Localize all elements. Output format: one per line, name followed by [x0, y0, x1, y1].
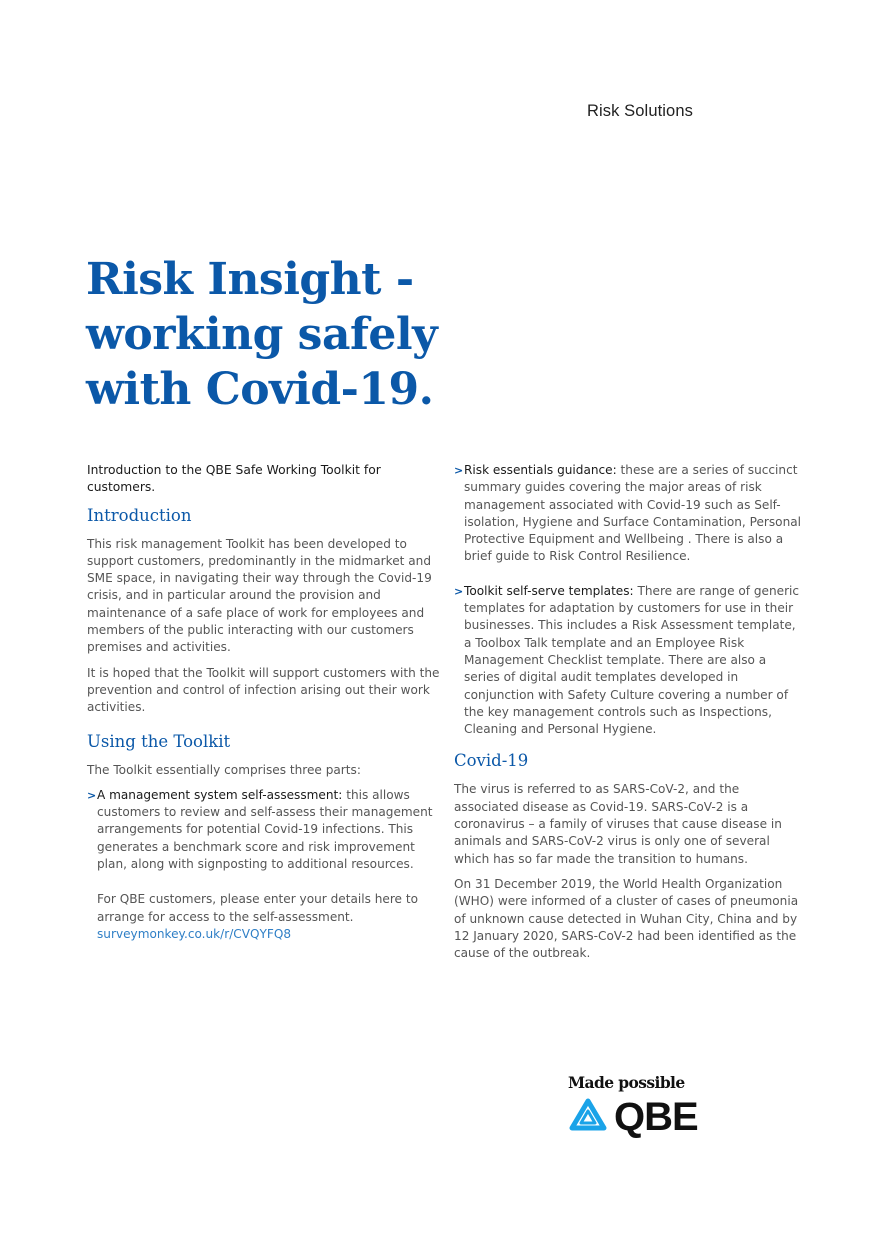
using-toolkit-paragraph: The Toolkit essentially comprises three parts:: [87, 762, 361, 777]
survey-link[interactable]: surveymonkey.co.uk/r/CVQYFQ8: [97, 926, 292, 941]
bullet-text: There are range of generic templates for adaptation by customers for use in their businesses. This includes a Risk Assessment template, a Toolbox Talk template and an Employee Risk Management Checklist template. There are also a series of digital audit templates developed in conjunction with Safety Culture covering a number of the key management controls such as Inspections, Cleaning and Personal Hygiene.: [464, 583, 800, 737]
chevron-right-icon: >: [454, 464, 464, 477]
introduction-heading: Introduction: [87, 505, 192, 525]
logo-brand: QBE: [614, 1095, 698, 1139]
header-label: Risk Solutions: [587, 102, 693, 120]
bullet-text: this allows customers to review and self-assess their management arrangements for potential Covid-19 infections. This generates a benchmark score and risk improvement plan, along with signposting to additional resources.: [97, 787, 433, 872]
bullet-text: these are a series of succinct summary guides covering the major areas of risk management associated with Covid-19 such as Self-isolation, Hygiene and Surface Contamination, Personal Protective Equipment and Wellbeing . There is also a brief guide to Risk Control Resilience.: [464, 463, 802, 564]
risk-essentials-bullet: [454, 462, 804, 566]
logo-tagline: Made possible: [568, 1073, 685, 1092]
access-note: For QBE customers, please enter your details here to arrange for access to the self-assessment.: [97, 892, 418, 924]
left-column: [87, 462, 442, 951]
right-column: [454, 462, 804, 970]
templates-bullet: [454, 583, 804, 739]
bullet-lead: Risk essentials guidance:: [464, 463, 617, 477]
introduction-paragraph-2: It is hoped that the Toolkit will support customers with the prevention and control of infection arising out their work activities.: [87, 665, 440, 715]
using-toolkit-heading: Using the Toolkit: [87, 731, 231, 751]
chevron-right-icon: >: [454, 584, 464, 598]
qbe-triangle-icon: [568, 1097, 608, 1137]
chevron-right-icon: >: [87, 788, 97, 802]
qbe-logo: [568, 1073, 703, 1137]
brand-row: [568, 1097, 703, 1137]
page-title: [86, 252, 437, 417]
covid-heading: Covid-19: [454, 751, 529, 771]
covid-paragraph-2: On 31 December 2019, the World Health Organization (WHO) were informed of a cluster of cases of pneumonia of unknown cause detected in Wuhan City, China and by 12 January 2020, SARS-CoV-2 had been identified as the cause of the outbreak.: [454, 876, 799, 961]
title-line-2: working safely: [86, 309, 438, 360]
covid-paragraph-1: The virus is referred to as SARS-CoV-2, and the associated disease as Covid-19. SARS-CoV-2 is a coronavirus – a family of viruses that cause disease in animals and SARS-CoV-2 virus is only one of several which has so far made the transition to humans.: [454, 782, 782, 866]
title-line-1: Risk Insight -: [86, 254, 414, 305]
title-line-3: with Covid-19.: [86, 364, 434, 415]
bullet-lead: A management system self-assessment:: [97, 787, 343, 802]
introduction-paragraph-1: This risk management Toolkit has been developed to support customers, predominantly in the midmarket and SME space, in navigating their way through the Covid-19 crisis, and in particular around the provision and maintenance of a safe place of work for employees and members of the public interacting with our customers premises and activities.: [87, 536, 432, 655]
bullet-lead: Toolkit self-serve templates:: [464, 583, 634, 598]
self-assessment-bullet: [87, 787, 442, 943]
intro-text: Introduction to the QBE Safe Working Toolkit for customers.: [87, 463, 381, 495]
